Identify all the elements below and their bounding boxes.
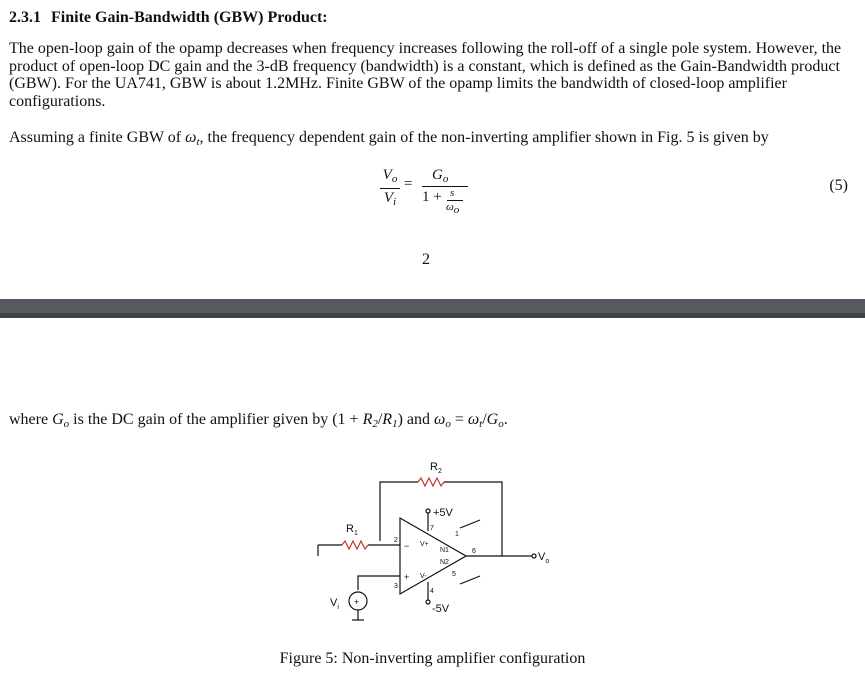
pin-7-label: 7	[430, 525, 434, 532]
r2-label: $R_2$	[430, 461, 442, 475]
vminus-pin-label: V-	[420, 573, 427, 580]
rhs-numerator: $G_o$	[432, 167, 449, 185]
paragraph-gain-assumption: Assuming a finite GBW of $\omega_t$, the frequency dependent gain of the non-inverting amplifier shown in Fig. 5 is given by	[9, 129, 769, 148]
n2-label: N2	[440, 559, 449, 566]
vminus-supply-label: -5V	[432, 603, 450, 615]
page-separator	[0, 299, 865, 318]
paragraph-gbw-intro: The open-loop gain of the opamp decreases when frequency increases following the roll-off of a single pole system. However, the product of open-loop DC gain and the 3-dB frequency (bandwidth) is a constant, which is defined as the Gain-Bandwidth product (GBW). For the UA741, GBW is about 1.2MHz. Finite GBW of the opamp limits the bandwidth of closed-loop amplifier configurations.	[9, 40, 842, 110]
pin-3-label: 3	[394, 583, 398, 590]
vplus-supply-label: +5V	[433, 507, 453, 519]
r1-resistor	[342, 541, 368, 549]
vplus-pin-label: V+	[420, 541, 429, 548]
equals-sign: =	[404, 176, 413, 192]
feedback-wire-right	[444, 482, 502, 556]
section-number: 2.3.1	[9, 9, 41, 26]
vo-over-vi: $V_o$ $V_i$	[380, 167, 400, 210]
small-s: s	[450, 187, 455, 199]
page-number: 2	[422, 251, 430, 268]
equation-number: (5)	[829, 177, 848, 194]
source-plus: +	[354, 597, 360, 607]
pin-6-label: 6	[472, 548, 476, 555]
fraction-bar	[422, 186, 468, 187]
pin-1-label: 1	[455, 531, 459, 538]
plus-input-sign: +	[404, 572, 410, 582]
vminus-node	[426, 600, 430, 604]
small-omega: ωo	[446, 201, 460, 216]
section-heading	[9, 9, 328, 27]
feedback-wire	[380, 482, 418, 541]
section-title: Finite Gain-Bandwidth (GBW) Product:	[51, 9, 328, 26]
figure-caption: Figure 5: Non-inverting amplifier configuration	[279, 650, 586, 667]
r2-resistor	[418, 478, 444, 486]
non-inverting-amplifier-schematic	[300, 448, 580, 623]
minus-input-sign: −	[404, 541, 410, 551]
vplus-node	[426, 509, 430, 513]
vout-label: $V_o$	[538, 551, 550, 565]
pin-5-label: 5	[452, 571, 456, 578]
n1-label: N1	[440, 547, 449, 554]
output-node	[532, 554, 536, 558]
r1-label: $R_1$	[346, 523, 358, 537]
paragraph-dc-gain: where $G_o$ is the DC gain of the amplifier given by $(1 + R_2/R_1)$ and $\omega_o = \omega_t/G_o$.	[9, 411, 508, 430]
vin-label: $V_i$	[330, 597, 339, 611]
pin-4-label: 4	[430, 588, 434, 595]
equation-5	[380, 167, 490, 227]
rhs-denominator-one: 1 +	[422, 189, 442, 205]
pin-2-label: 2	[394, 537, 398, 544]
